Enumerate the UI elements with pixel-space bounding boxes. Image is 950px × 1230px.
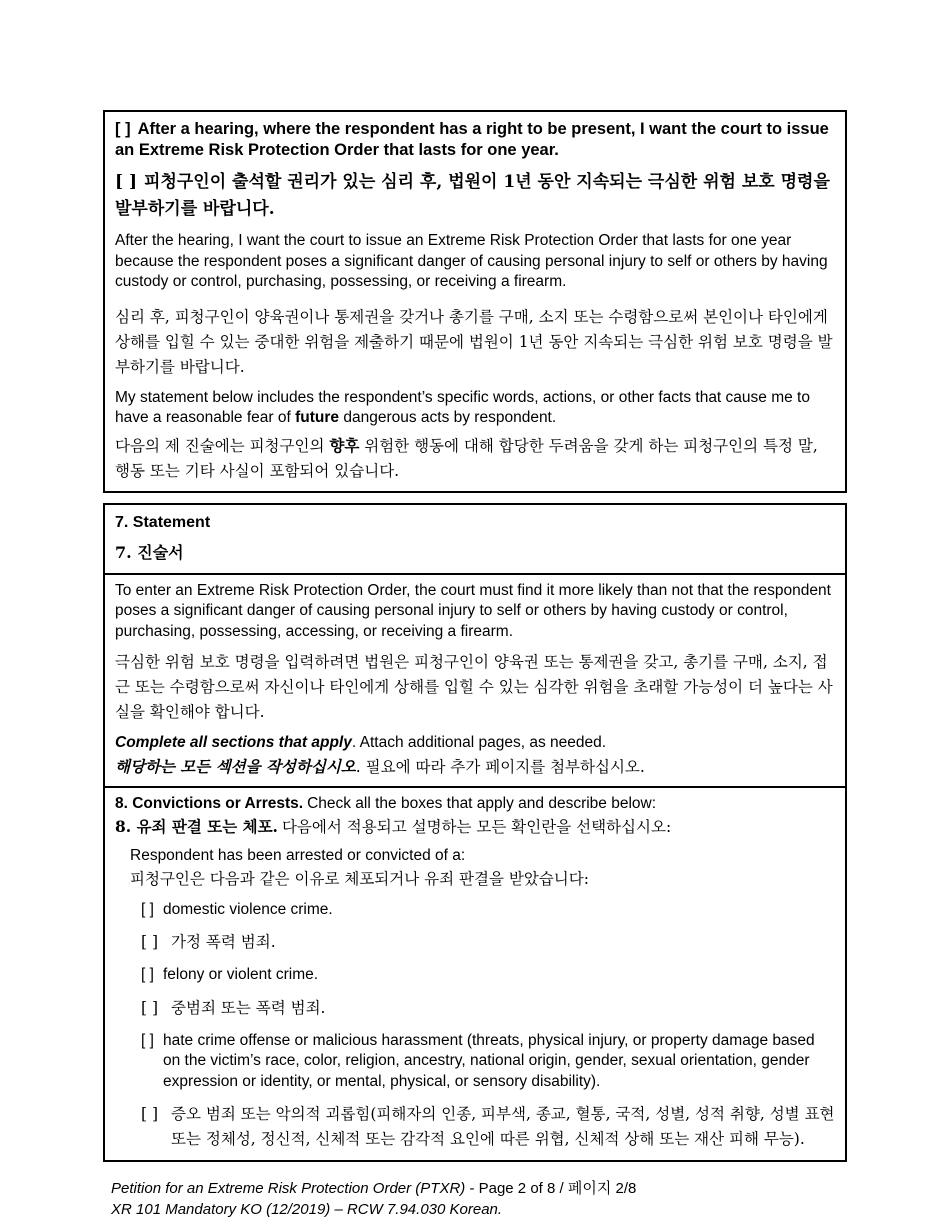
checkbox[interactable]: [ ] [141,966,154,983]
statement-fear-ko-bold: 향후 [329,435,360,455]
statement-fear-en-bold: future [295,409,340,426]
hearing-body-ko: 심리 후, 피청구인이 양육권이나 통제권을 갖거나 총기를 구매, 소지 또는 수령함으로써 본인이나 타인에게 상해를 입힐 수 있는 중대한 위험을 제출하기 때문에 법원이 1년 동안 지속되는 극심한 위험 보호 명령을 발부하기를 바랍니다. [115,307,833,376]
footer-page-number: - Page 2 of 8 / 페이지 2/8 [465,1180,637,1197]
checkbox-item-label: felony or violent crime. [163,966,319,983]
complete-sections-en-rest: . Attach additional pages, as needed. [351,734,607,751]
statement-fear-ko-before: 다음의 제 진술에는 피청구인의 [115,436,330,455]
complete-sections-en [115,733,835,754]
checkbox-item-domestic-violence-ko [141,930,835,955]
checkbox[interactable]: [ ] [115,120,131,138]
section8-row [105,786,845,1161]
section7-heading-ko: 7. 진술서 [115,542,184,562]
section8-heading-en-bold: 8. Convictions or Arrests. [115,794,304,812]
section8-heading-en-rest: Check all the boxes that apply and describe below: [307,794,657,812]
checkbox-item-label: 가정 폭력 범죄. [171,933,276,951]
footer-form-number-line: XR 101 Mandatory KO (12/2019) – RCW 7.94.030 Korean. [111,1201,503,1218]
checkbox-item-hate-crime-en [141,1031,835,1093]
document-content [103,110,847,1220]
complete-sections-ko [115,754,835,780]
checkbox[interactable]: [ ] [141,900,154,918]
checkbox-item-felony-ko [141,996,835,1021]
convictions-checkbox-list [141,900,835,1153]
checkbox-item-domestic-violence-en [141,900,835,921]
checkbox-item-label: hate crime offense or malicious harassment (threats, physical injury, or property damage based on the victim’s race, color, religion, ancestry, national origin, gender, sexual orientation, gender expression or identity, or mental, physical, or sensory disability). [163,1031,815,1090]
statement-fear-ko [115,433,835,484]
footer-form-title: Petition for an Extreme Risk Protection Order (PTXR) [111,1180,466,1197]
checkbox[interactable]: [ ] [141,933,159,951]
checkbox[interactable]: [ ] [141,1105,159,1123]
section8-intro-ko: 피청구인은 다음과 같은 이유로 체포되거나 유죄 판결을 받았습니다: [130,869,589,888]
section8-heading-en [115,794,835,815]
statement-fear-en [115,388,835,429]
section8-heading-ko-rest: 다음에서 적용되고 설명하는 모든 확인란을 선택하십시오: [281,818,672,836]
section8-heading-ko-bold: 8. 유죄 판결 또는 체포. [115,817,278,836]
checkbox-item-label: domestic violence crime. [163,900,333,918]
section8-intro-en: Respondent has been arrested or convicted of a: [130,847,466,864]
complete-sections-ko-rest: . 필요에 따라 추가 페이지를 첨부하십시오. [355,757,645,776]
checkbox-item-label: 중범죄 또는 폭력 범죄. [171,998,326,1017]
checkbox-item-hate-crime-ko [141,1102,835,1152]
hearing-body-en: After the hearing, I want the court to issue an Extreme Risk Protection Order that lasts for one year because the respondent poses a significant danger of causing personal injury to self or others by having custody or control, purchasing, possessing, or receiving a firearm. [115,232,828,290]
checkbox-item-felony-en [141,965,835,986]
option-one-year-ko-label: 피청구인이 출석할 권리가 있는 심리 후, 법원이 1년 동안 지속되는 극심한 위험 보호 명령을 발부하기를 바랍니다. [115,172,830,219]
statement-fear-ko-after: 위험한 행동에 대해 합당한 두려움을 갖게 하는 피청구인의 특정 말, 행동 또는 기타 사실이 포함되어 있습니다. [115,436,818,480]
section7-intro-ko: 극심한 위험 보호 명령을 입력하려면 법원은 피청구인이 양육권 또는 통제권을 갖고, 총기를 구매, 소지, 접근 또는 수령함으로써 자신이나 타인에게 상해를 입힐 수 있는 심각한 위험을 초래할 가능성이 더 높다는 사실을 확인해야 합니다. [115,653,833,721]
section7-heading-en: 7. Statement [115,513,211,531]
checkbox[interactable]: [ ] [115,172,138,192]
checkbox[interactable]: [ ] [141,998,159,1017]
hearing-option-box [103,110,847,493]
option-one-year-ko [115,169,835,223]
footer-title-line [111,1178,847,1199]
complete-sections-en-bold: Complete all sections that apply [115,734,352,751]
section7-heading-row [105,505,845,573]
option-one-year-en [115,119,835,161]
page-footer [111,1178,847,1220]
section7-body-row [105,573,845,786]
section7-intro-en: To enter an Extreme Risk Protection Order, the court must find it more likely than not that the respondent poses a significant danger of causing personal injury to self or others by having custody or control, purchasing, possessing, accessing, or receiving a firearm. [115,581,831,640]
checkbox-item-label: 증오 범죄 또는 악의적 괴롭힘(피해자의 인종, 피부색, 종교, 혈통, 국적, 성별, 성적 취향, 성별 표현 또는 정체성, 정신적, 신체적 또는 감각적 요인에 따른 위협, 신체적 상해 또는 재산 피해 무능). [171,1105,835,1148]
section8-heading-ko [115,814,835,840]
complete-sections-ko-bold: 해당하는 모든 섹션을 작성하십시오 [115,756,356,776]
option-one-year-en-label: After a hearing, where the respondent has a right to be present, I want the court to issue an Extreme Risk Protection Order that lasts for one year. [115,120,829,159]
checkbox[interactable]: [ ] [141,1031,154,1049]
statement-fear-en-before: My statement below includes the respondent’s specific words, actions, or other facts that cause me to have a reasonable fear of [115,388,810,426]
statement-fear-en-after: dangerous acts by respondent. [339,409,557,426]
statement-section-box [103,503,847,1163]
